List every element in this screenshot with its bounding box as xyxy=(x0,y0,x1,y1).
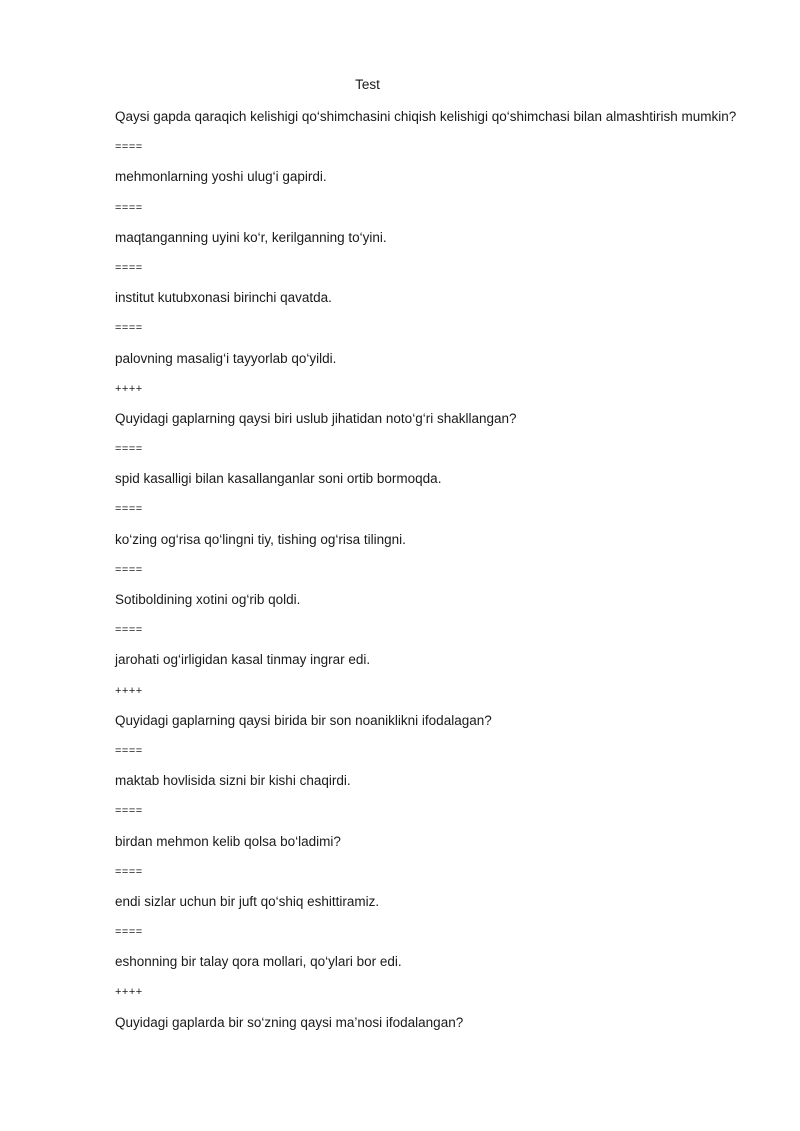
answer-option: institut kutubxonasi birinchi qavatda. xyxy=(115,290,332,306)
answer-option: spid kasalligi bilan kasallanganlar soni ortib bormoqda. xyxy=(115,471,442,487)
question-text: Quyidagi gaplarning qaysi biri uslub jihatidan noto‘g‘ri shakllangan? xyxy=(115,410,517,426)
separator: ==== xyxy=(115,322,143,335)
answer-option: endi sizlar uchun bir juft qo‘shiq eshittiramiz. xyxy=(115,893,380,909)
question-text: Qaysi gapda qaraqich kelishigi qo‘shimchasini chiqish kelishigi qo‘shimchasi bilan almashtirish mumkin? xyxy=(115,109,737,124)
separator: ==== xyxy=(115,141,143,154)
answer-option: maqtanganning uyini ko‘r, kerilganning to‘yini. xyxy=(115,229,387,245)
answer-option: palovning masalig‘i tayyorlab qo‘yildi. xyxy=(115,350,337,366)
question-separator: ++++ xyxy=(115,986,143,999)
separator: ==== xyxy=(115,744,143,757)
separator: ==== xyxy=(115,503,143,516)
document-title: Test xyxy=(355,77,380,92)
question-separator: ++++ xyxy=(115,684,143,697)
separator: ==== xyxy=(115,443,143,456)
answer-option: birdan mehmon kelib qolsa bo‘ladimi? xyxy=(115,833,341,849)
answer-option: mehmonlarning yoshi ulug‘i gapirdi. xyxy=(115,169,327,185)
answer-option: jarohati og‘irligidan kasal tinmay ingrar edi. xyxy=(115,652,371,668)
separator: ==== xyxy=(115,563,143,576)
question-separator: ++++ xyxy=(115,382,143,395)
separator: ==== xyxy=(115,624,143,637)
separator: ==== xyxy=(115,865,143,878)
separator: ==== xyxy=(115,926,143,939)
answer-option: maktab hovlisida sizni bir kishi chaqirdi. xyxy=(115,773,351,789)
separator: ==== xyxy=(115,261,143,274)
answer-option: ko‘zing og‘risa qo‘lingni tiy, tishing og‘risa tilingni. xyxy=(115,531,406,547)
question-text: Quyidagi gaplarning qaysi birida bir son noaniklikni ifodalagan? xyxy=(115,712,492,728)
answer-option: eshonning bir talay qora mollari, qo‘ylari bor edi. xyxy=(115,954,402,970)
document-body xyxy=(115,108,775,1044)
separator: ==== xyxy=(115,201,143,214)
separator: ==== xyxy=(115,805,143,818)
question-text: Quyidagi gaplarda bir so‘zning qaysi ma’nosi ifodalangan? xyxy=(115,1014,464,1030)
answer-option: Sotiboldining xotini og‘rib qoldi. xyxy=(115,592,301,607)
